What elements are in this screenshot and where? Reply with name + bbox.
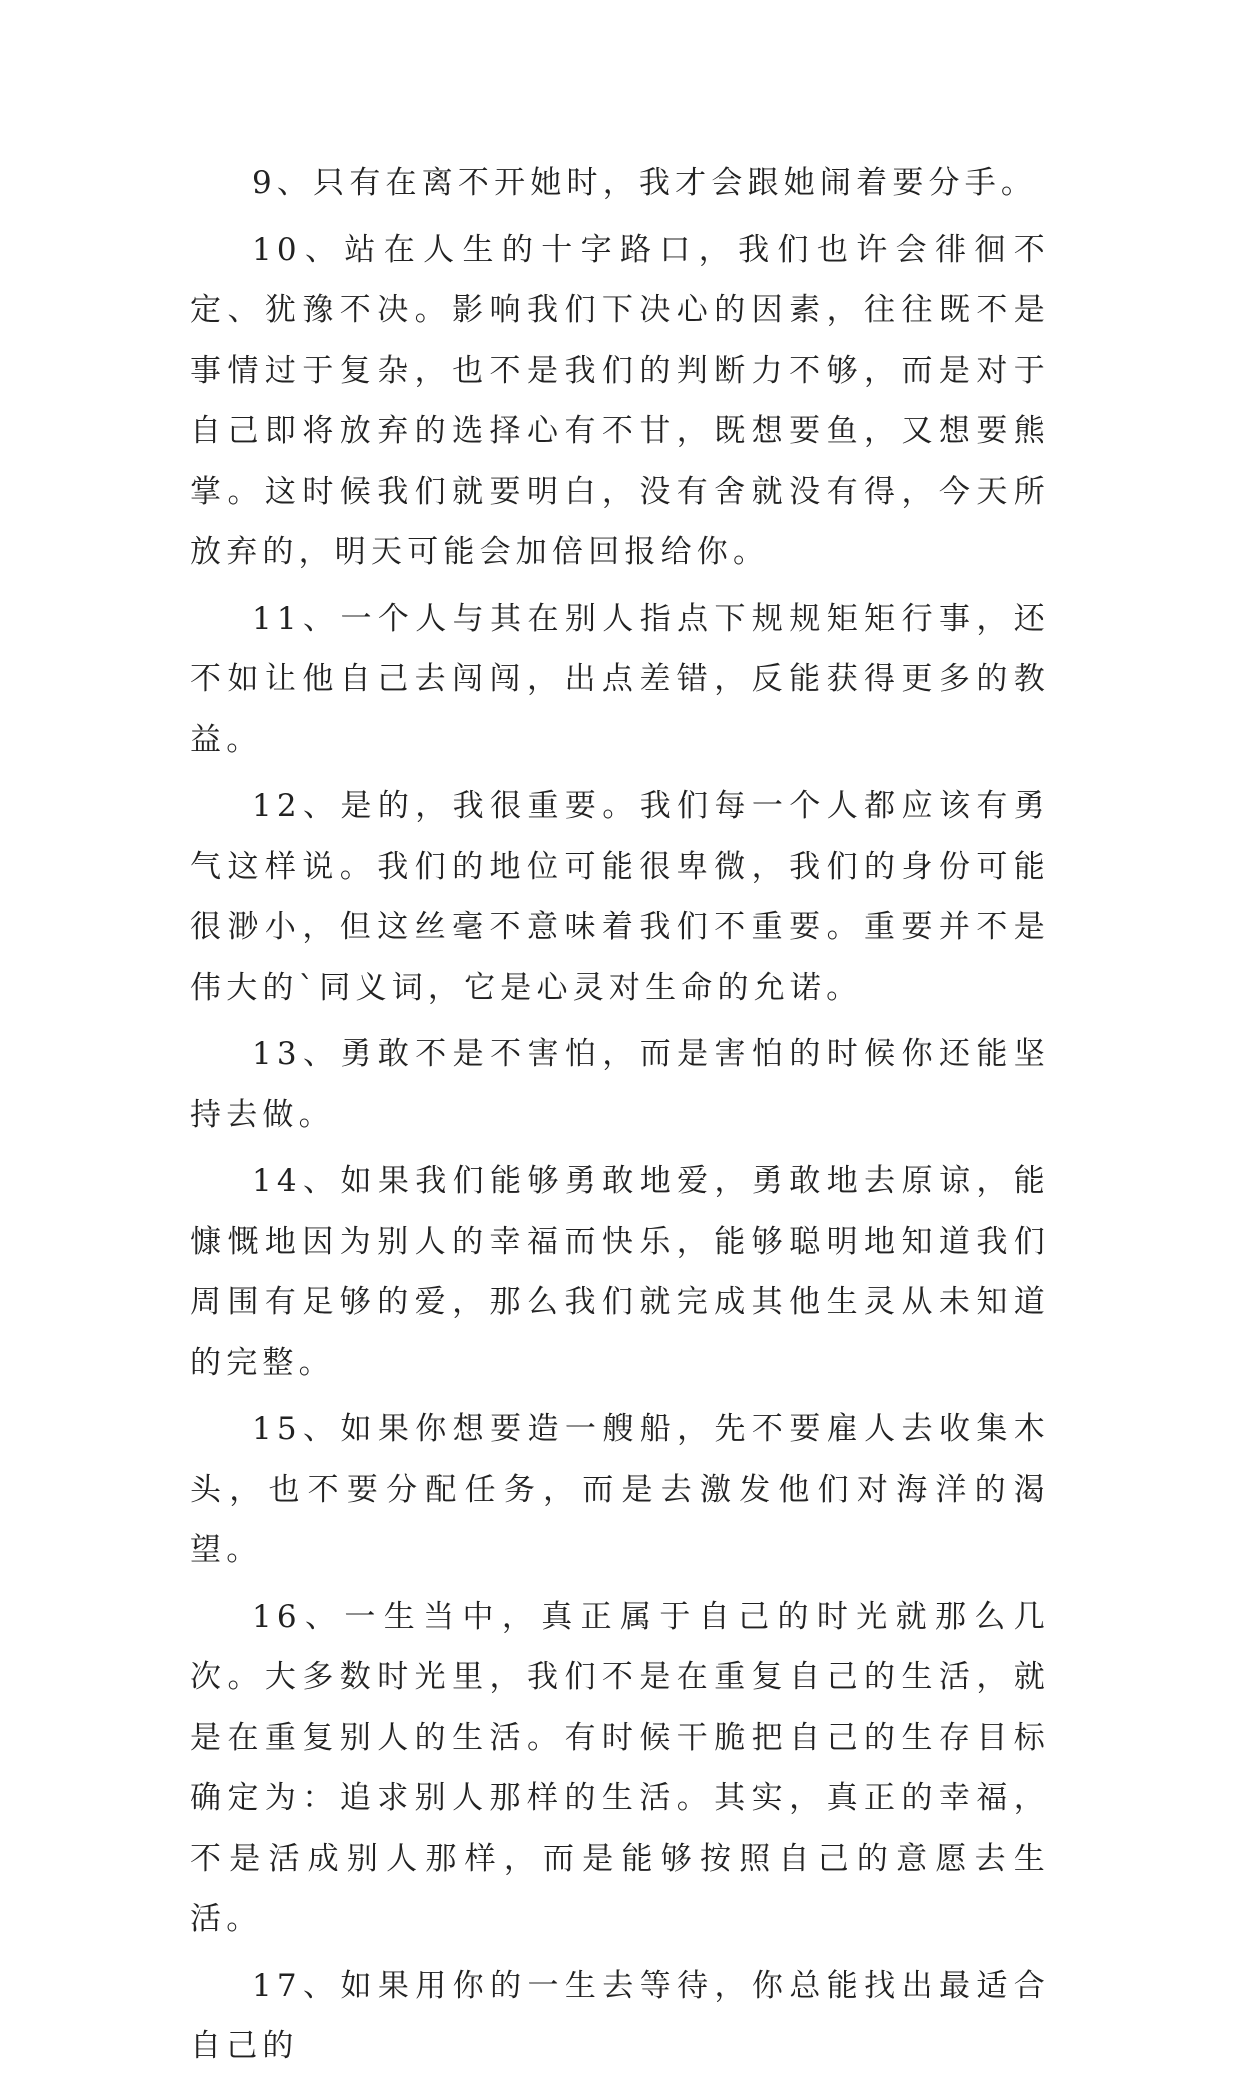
paragraph-15: 15、如果你想要造一艘船，先不要雇人去收集木头，也不要分配任务，而是去激发他们对海洋的渴望。 (190, 1411, 1050, 1568)
document-body (190, 153, 1050, 2083)
paragraph-9: 9、只有在离不开她时，我才会跟她闹着要分手。 (252, 165, 1038, 201)
paragraph-12: 12、是的，我很重要。我们每一个人都应该有勇气这样说。我们的地位可能很卑微，我们的身份可能很渺小，但这丝毫不意味着我们不重要。重要并不是伟大的`同义词，它是心灵对生命的允诺。 (190, 788, 1050, 1006)
paragraph-17: 17、如果用你的一生去等待，你总能找出最适合自己的 (190, 1967, 1050, 2064)
paragraph-10: 10、站在人生的十字路口，我们也许会徘徊不定、犹豫不决。影响我们下决心的因素，往往既不是事情过于复杂，也不是我们的判断力不够，而是对于自己即将放弃的选择心有不甘，既想要鱼，又想要熊掌。这时候我们就要明白，没有舍就没有得，今天所放弃的，明天可能会加倍回报给你。 (190, 231, 1050, 570)
paragraph-11: 11、一个人与其在别人指点下规规矩矩行事，还不如让他自己去闯闯，出点差错，反能获得更多的教益。 (190, 600, 1050, 758)
paragraph-13: 13、勇敢不是不害怕，而是害怕的时候你还能坚持去做。 (190, 1036, 1050, 1133)
paragraph-16: 16、一生当中，真正属于自己的时光就那么几次。大多数时光里，我们不是在重复自己的生活，就是在重复别人的生活。有时候干脆把自己的生存目标确定为：追求别人那样的生活。其实，真正的幸福，不是活成别人那样，而是能够按照自己的意愿去生活。 (190, 1598, 1050, 1937)
paragraph-14: 14、如果我们能够勇敢地爱，勇敢地去原谅，能慷慨地因为别人的幸福而快乐，能够聪明地知道我们周围有足够的爱，那么我们就完成其他生灵从未知道的完整。 (190, 1163, 1050, 1381)
